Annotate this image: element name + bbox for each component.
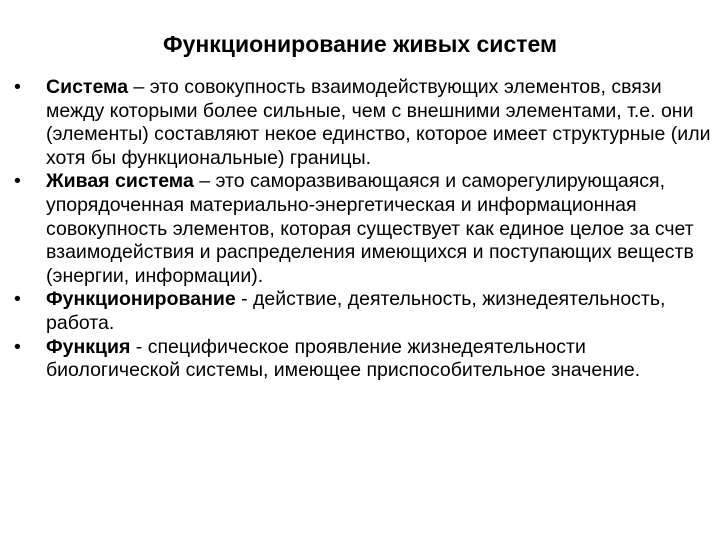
bullet-icon: • <box>14 76 21 98</box>
bullet-term: Функция <box>46 335 131 358</box>
bullet-icon: • <box>14 170 21 193</box>
bullet-item-functioning <box>14 288 714 335</box>
bullet-term: Система <box>46 76 129 98</box>
bullet-icon: • <box>14 288 21 311</box>
bullet-item-living-system <box>14 170 714 288</box>
bullet-item-system <box>14 76 714 170</box>
bullet-definition: - действие, деятельность, жизнедеятельность, работа. <box>46 288 666 334</box>
bullet-definition: – это совокупность взаимодействующих элементов, связи между которыми более сильные, чем с внешними элементами, т.е. они (элементы) составляют некое единство, которое имеет структурные (или хотя бы функциональные) границы. <box>46 76 711 169</box>
bullet-definition: - специфическое проявление жизнедеятельности биологической системы, имеющее приспособительное значение. <box>46 335 641 382</box>
bullet-definition: – это саморазвивающаяся и саморегулирующаяся, упорядоченная материально-энергетическая и информационная совокупность элементов, которая существует как единое целое за счет взаимодействия и распределения имеющихся и поступающих веществ (энергии, информации). <box>46 170 694 287</box>
bullet-term: Функционирование <box>46 288 236 311</box>
bullet-icon: • <box>14 335 21 358</box>
bullet-item-function <box>14 336 714 383</box>
bullet-term: Живая система <box>46 170 194 193</box>
slide-title: Функционирование живых систем <box>162 31 558 57</box>
bullet-list <box>14 76 714 383</box>
